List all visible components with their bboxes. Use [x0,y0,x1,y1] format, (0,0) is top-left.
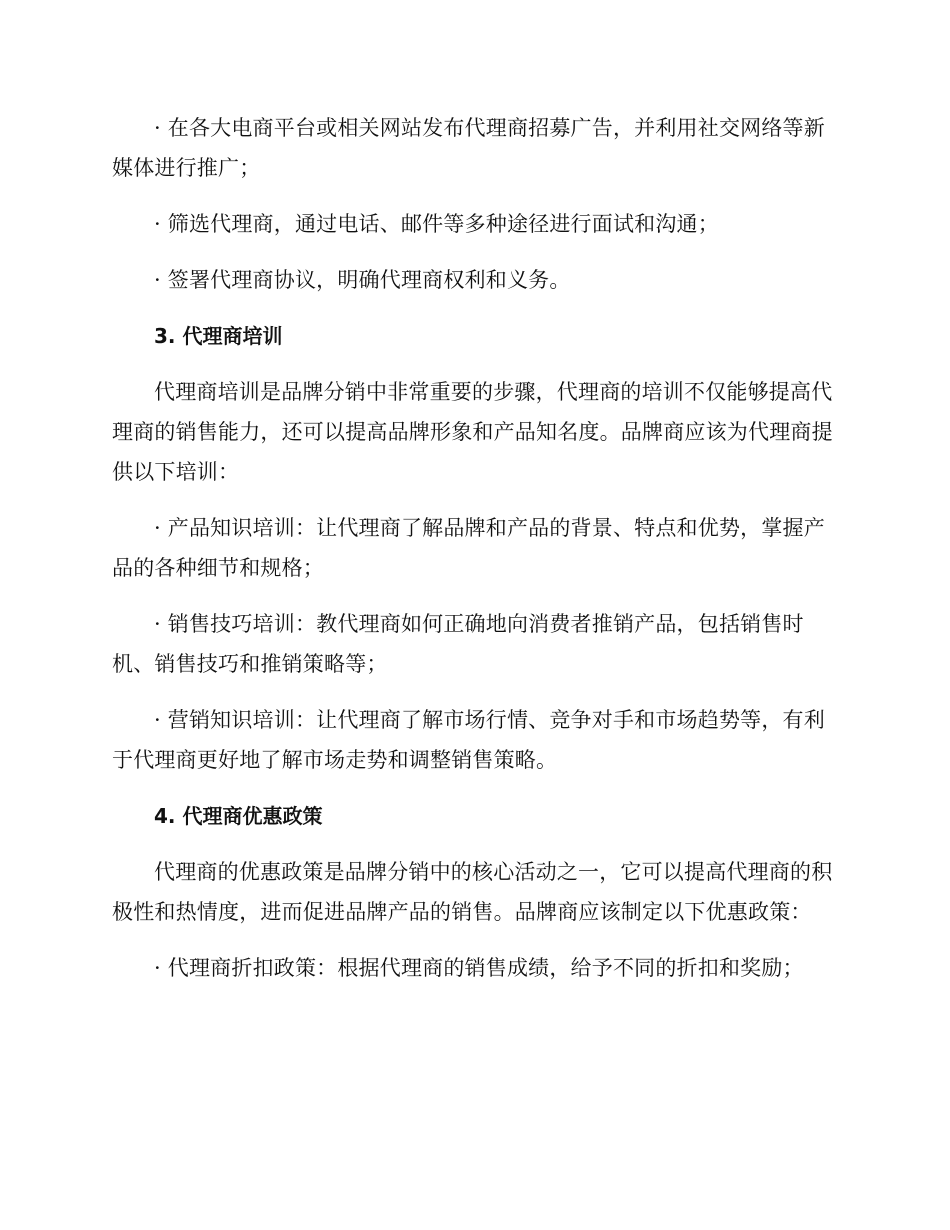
bullet-sales-skills-training: · 销售技巧培训：教代理商如何正确地向消费者推销产品，包括销售时机、销售技巧和推销策略等； [112,612,804,676]
bullet-product-knowledge-training: · 产品知识培训：让代理商了解品牌和产品的背景、特点和优势，掌握产品的各种细节和规格； [112,516,825,580]
section-heading-agent-incentives: 4. 代理商优惠政策 [154,804,323,828]
paragraph-agent-training: 代理商培训是品牌分销中非常重要的步骤，代理商的培训不仅能够提高代理商的销售能力，还可以提高品牌形象和产品知名度。品牌商应该为代理商提供以下培训： [112,380,833,484]
document-body [112,108,834,1004]
section-heading-agent-training: 3. 代理商培训 [154,324,283,348]
paragraph-agent-incentives: 代理商的优惠政策是品牌分销中的核心活动之一，它可以提高代理商的积极性和热情度，进而促进品牌产品的销售。品牌商应该制定以下优惠政策： [112,860,833,924]
bullet-screen-agents: · 筛选代理商，通过电话、邮件等多种途径进行面试和沟通； [154,212,719,236]
bullet-sign-agreement: · 签署代理商协议，明确代理商权利和义务。 [154,268,571,292]
bullet-recruitment-ads: · 在各大电商平台或相关网站发布代理商招募广告，并利用社交网络等新媒体进行推广； [112,116,825,180]
bullet-discount-policy: · 代理商折扣政策：根据代理商的销售成绩，给予不同的折扣和奖励； [154,956,804,980]
bullet-marketing-knowledge-training: · 营销知识培训：让代理商了解市场行情、竞争对手和市场趋势等，有利于代理商更好地了解市场走势和调整销售策略。 [112,708,825,772]
